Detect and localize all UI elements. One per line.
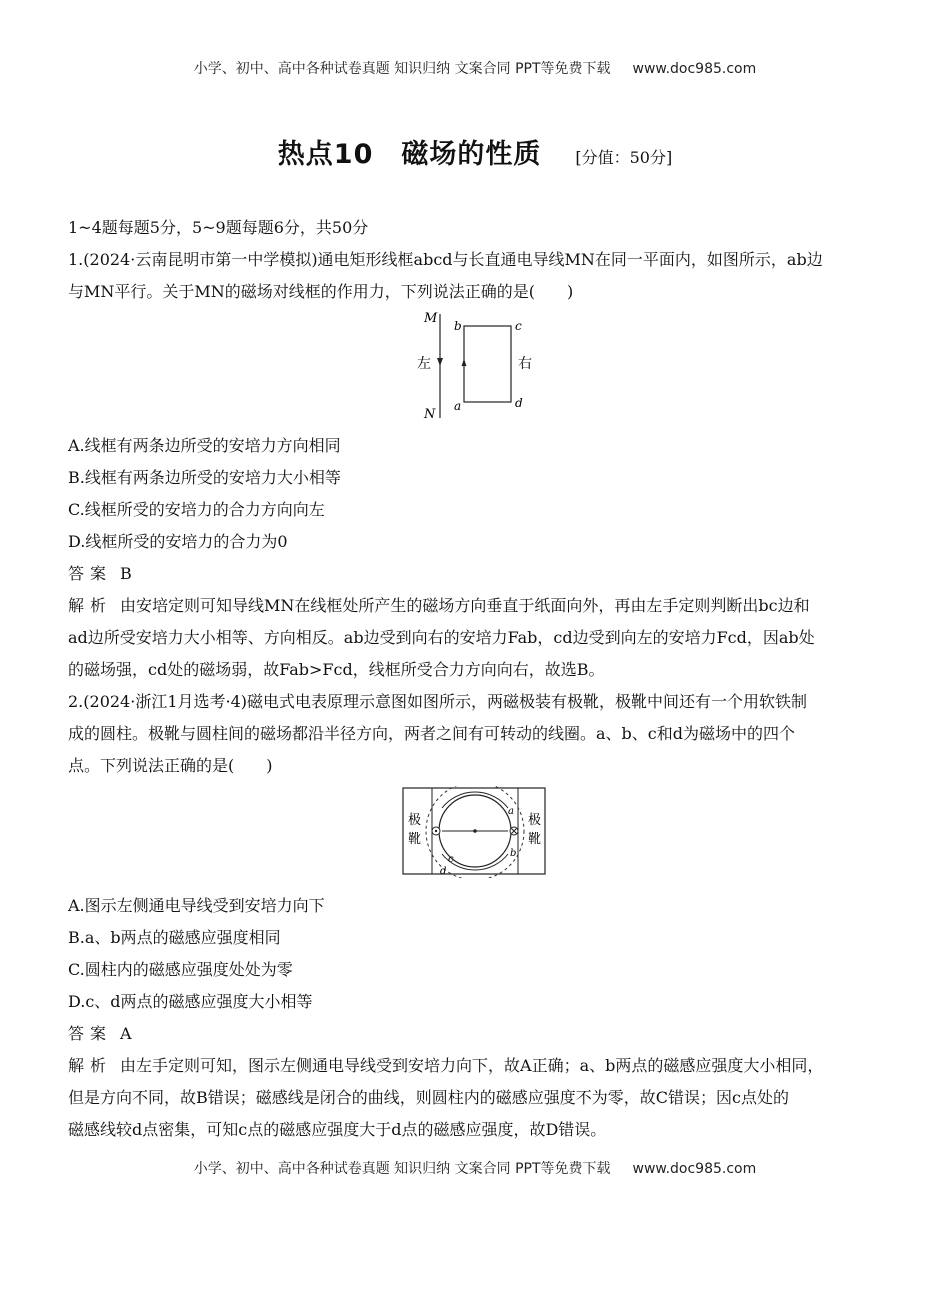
label-b: b	[454, 319, 462, 333]
q1-answer-label: 答案	[68, 564, 113, 583]
q1-analysis-line3: 的磁场强，cd处的磁场弱，故Fab>Fcd，线框所受合力方向向右，故选B。	[68, 660, 605, 679]
q1-stem-line2: 与MN平行。关于MN的磁场对线框的作用力，下列说法正确的是( )	[68, 282, 574, 301]
header-url[interactable]: www.doc985.com	[632, 61, 757, 77]
point-b-label: b	[510, 848, 517, 859]
label-d: d	[515, 396, 523, 410]
q1-figure	[412, 310, 542, 425]
point-d-label: d	[440, 866, 447, 877]
q2-answer-label: 答案	[68, 1024, 113, 1043]
q2-stem-line1: 2.(2024·浙江1月选考·4)磁电式电表原理示意图如图所示，两磁极装有极靴，极靴中间还有一个用软铁制	[68, 692, 808, 711]
q1-option-c[interactable]: C.线框所受的安培力的合力方向向左	[68, 500, 325, 519]
score-badge: [分值：50分]	[575, 148, 673, 167]
wire-current-arrow	[437, 358, 443, 366]
q2-figure	[402, 786, 548, 878]
q1-analysis-line1: 由安培定则可知导线MN在线框处所产生的磁场方向垂直于纸面向外，再由左手定则判断出bc边和	[120, 596, 810, 615]
footer-url[interactable]: www.doc985.com	[632, 1161, 757, 1177]
label-m: M	[424, 311, 438, 326]
q1-options	[68, 430, 888, 686]
footer-banner	[0, 1158, 950, 1178]
scoring-note: 1~4题每题5分，5~9题每题6分，共50分	[68, 218, 369, 237]
q1-option-a[interactable]: A.线框有两条边所受的安培力方向相同	[68, 436, 341, 455]
label-right: 右	[518, 356, 532, 372]
q1-stem	[68, 212, 888, 308]
q2-answer-value: A	[120, 1024, 132, 1043]
label-a: a	[454, 399, 462, 413]
right-shoe-label-2: 靴	[528, 832, 542, 847]
point-c-label: c	[448, 854, 454, 865]
q1-stem-line1: 1.(2024·云南昆明市第一中学模拟)通电矩形线框abcd与长直通电导线MN在同一平面内，如图所示，ab边	[68, 250, 823, 269]
q2-analysis	[68, 1050, 888, 1082]
frame-current-arrow	[462, 359, 467, 366]
q2-analysis-line2: 但是方向不同，故B错误；磁感线是闭合的曲线，则圆柱内的磁感应强度不为零，故C错误；因c点处的	[68, 1088, 789, 1107]
q2-option-d[interactable]: D.c、d两点的磁感应强度大小相等	[68, 992, 313, 1011]
page-title: 热点10 磁场的性质	[277, 139, 542, 170]
left-wire-dot-center	[435, 830, 437, 832]
q1-analysis	[68, 590, 888, 622]
left-shoe-label-1: 极	[408, 813, 422, 828]
q1-answer-value: B	[120, 564, 132, 583]
q2-analysis-line3: 磁感线较d点密集，可知c点的磁感应强度大于d点的磁感应强度，故D错误。	[68, 1120, 607, 1139]
q1-analysis-line2: ad边所受安培力大小相等、方向相反。ab边受到向右的安培力Fab，cd边受到向左的安培力Fcd，因ab处	[68, 628, 815, 647]
footer-text: 小学、初中、高中各种试卷真题 知识归纳 文案合同 PPT等免费下载	[193, 1161, 611, 1177]
q2-options	[68, 890, 888, 1146]
q1-option-b[interactable]: B.线框有两条边所受的安培力大小相等	[68, 468, 341, 487]
label-n: N	[424, 407, 436, 422]
q2-option-a[interactable]: A.图示左侧通电导线受到安培力向下	[68, 896, 325, 915]
q2-stem-line3: 点。下列说法正确的是( )	[68, 756, 273, 775]
header-text: 小学、初中、高中各种试卷真题 知识归纳 文案合同 PPT等免费下载	[193, 61, 611, 77]
right-shoe-label-1: 极	[528, 813, 542, 828]
label-left: 左	[417, 356, 431, 372]
q2-analysis-label: 解析	[68, 1056, 113, 1075]
title-row	[0, 132, 950, 171]
q1-analysis-label: 解析	[68, 596, 113, 615]
q2-option-b[interactable]: B.a、b两点的磁感应强度相同	[68, 928, 281, 947]
q2-stem-line2: 成的圆柱。极靴与圆柱间的磁场都沿半径方向，两者之间有可转动的线圈。a、b、c和d为磁场中的四个	[68, 724, 795, 743]
header-banner	[0, 58, 950, 78]
q1-option-d[interactable]: D.线框所受的安培力的合力为0	[68, 532, 288, 551]
q1-answer	[68, 558, 888, 590]
q2-option-c[interactable]: C.圆柱内的磁感应强度处处为零	[68, 960, 293, 979]
rect-frame	[464, 326, 511, 402]
q2-analysis-line1: 由左手定则可知，图示左侧通电导线受到安培力向下，故A正确；a、b两点的磁感应强度大小相同，	[120, 1056, 824, 1075]
q2-answer	[68, 1018, 888, 1050]
point-a-label: a	[508, 806, 514, 817]
q2-stem	[68, 686, 888, 782]
left-shoe-label-2: 靴	[408, 832, 422, 847]
label-c: c	[515, 319, 522, 333]
